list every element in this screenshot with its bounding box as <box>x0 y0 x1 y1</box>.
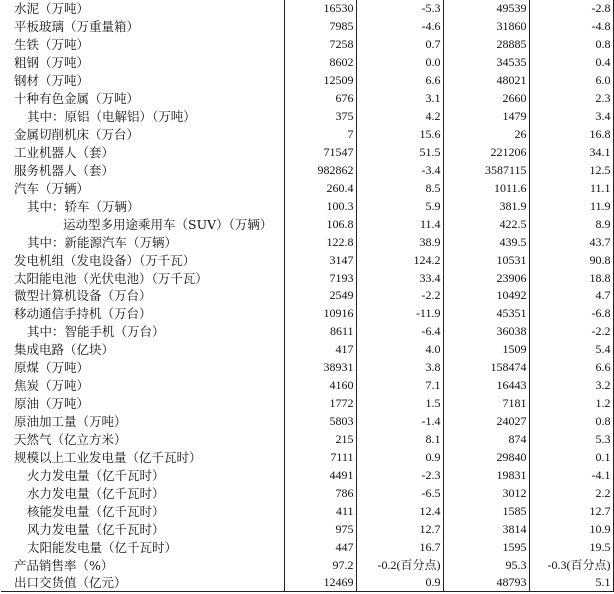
table-row <box>1 36 613 54</box>
cumulative-growth-cell: 3.4 <box>529 108 613 126</box>
table-row <box>1 251 613 269</box>
product-name-cell: 其中：智能手机（万台） <box>27 324 165 340</box>
cumulative-value-cell: 1479 <box>443 108 529 126</box>
current-month-growth-cell: 0.0 <box>356 54 443 72</box>
current-month-growth-cell: 15.6 <box>356 126 443 144</box>
cumulative-value-cell: 7181 <box>443 395 529 413</box>
current-month-growth-cell: 8.5 <box>356 179 443 197</box>
industrial-output-table <box>1 0 614 592</box>
current-month-growth-cell: 4.0 <box>356 341 443 359</box>
cumulative-value-cell: 24027 <box>443 413 529 431</box>
cumulative-growth-cell: 0.4 <box>529 54 613 72</box>
table-row <box>1 179 613 197</box>
product-name-cell: 水泥（万吨） <box>14 1 90 17</box>
table-body <box>1 0 613 592</box>
product-name-cell: 平板玻璃（万重量箱） <box>14 19 140 35</box>
table-row <box>1 18 613 36</box>
cumulative-value-cell: 221206 <box>443 144 529 162</box>
current-month-growth-cell: -2.2 <box>356 287 443 305</box>
cumulative-growth-cell: 34.1 <box>529 144 613 162</box>
current-month-value-cell: 7193 <box>284 269 356 287</box>
cumulative-value-cell: 1509 <box>443 341 529 359</box>
cumulative-value-cell: 28885 <box>443 36 529 54</box>
cumulative-growth-cell: 6.6 <box>529 359 613 377</box>
cumulative-growth-cell: 8.9 <box>529 215 613 233</box>
current-month-value-cell: 10916 <box>284 305 356 323</box>
table-row <box>1 448 613 466</box>
cumulative-value-cell: 1595 <box>443 538 529 556</box>
current-month-value-cell: 260.4 <box>284 179 356 197</box>
table-row <box>1 305 613 323</box>
current-month-growth-cell: 33.4 <box>356 269 443 287</box>
product-name-cell: 其中：轿车（万辆） <box>27 198 140 214</box>
current-month-value-cell: 38931 <box>284 359 356 377</box>
cumulative-value-cell: 16443 <box>443 377 529 395</box>
current-month-value-cell: 7258 <box>284 36 356 54</box>
current-month-value-cell: 97.2 <box>284 556 356 574</box>
product-name-cell: 火力发电量（亿千瓦时） <box>27 467 165 483</box>
cumulative-growth-cell: 3.2 <box>529 377 613 395</box>
cumulative-value-cell: 19831 <box>443 466 529 484</box>
table-row <box>1 72 613 90</box>
cumulative-value-cell: 29840 <box>443 448 529 466</box>
table-row <box>1 126 613 144</box>
table-row <box>1 197 613 215</box>
current-month-growth-cell: 51.5 <box>356 144 443 162</box>
cumulative-value-cell: 34535 <box>443 54 529 72</box>
current-month-growth-cell: 12.7 <box>356 520 443 538</box>
cumulative-value-cell: 3012 <box>443 484 529 502</box>
product-name-cell: 其中：原铝（电解铝）（万吨） <box>27 109 196 125</box>
table-row <box>1 269 613 287</box>
current-month-growth-cell: 38.9 <box>356 233 443 251</box>
product-name-cell: 金属切削机床（万台） <box>14 127 140 143</box>
cumulative-value-cell: 381.9 <box>443 197 529 215</box>
table-row <box>1 431 613 449</box>
table-row <box>1 502 613 520</box>
cumulative-growth-cell: 19.5 <box>529 538 613 556</box>
current-month-value-cell: 982862 <box>284 161 356 179</box>
current-month-value-cell: 5803 <box>284 413 356 431</box>
cumulative-growth-cell: 11.9 <box>529 197 613 215</box>
cumulative-value-cell: 3814 <box>443 520 529 538</box>
table-row <box>1 574 613 592</box>
cumulative-growth-cell: 10.9 <box>529 520 613 538</box>
product-name-cell: 原油加工量（万吨） <box>14 414 127 430</box>
table-row <box>1 287 613 305</box>
cumulative-growth-cell: 0.1 <box>529 448 613 466</box>
table-row <box>1 341 613 359</box>
current-month-growth-cell: -0.2(百分点) <box>356 556 443 574</box>
current-month-value-cell: 447 <box>284 538 356 556</box>
table-row <box>1 54 613 72</box>
cumulative-growth-cell: 1.2 <box>529 395 613 413</box>
current-month-value-cell: 417 <box>284 341 356 359</box>
cumulative-value-cell: 10531 <box>443 251 529 269</box>
table-row <box>1 323 613 341</box>
cumulative-value-cell: 36038 <box>443 323 529 341</box>
product-name-cell: 太阳能发电量（亿千瓦时） <box>27 539 178 555</box>
current-month-value-cell: 215 <box>284 431 356 449</box>
current-month-growth-cell: -1.4 <box>356 413 443 431</box>
table-row <box>1 538 613 556</box>
current-month-growth-cell: 4.2 <box>356 108 443 126</box>
product-name-cell: 粗钢（万吨） <box>14 55 90 71</box>
product-name-cell: 钢材（万吨） <box>14 73 90 89</box>
table-row <box>1 556 613 574</box>
product-name-cell: 核能发电量（亿千瓦时） <box>27 503 165 519</box>
cumulative-growth-cell: 6.0 <box>529 72 613 90</box>
current-month-value-cell: 12509 <box>284 72 356 90</box>
cumulative-value-cell: 26 <box>443 126 529 144</box>
current-month-value-cell: 8611 <box>284 323 356 341</box>
current-month-value-cell: 7 <box>284 126 356 144</box>
current-month-growth-cell: 0.7 <box>356 36 443 54</box>
cumulative-value-cell: 158474 <box>443 359 529 377</box>
cumulative-growth-cell: 4.7 <box>529 287 613 305</box>
product-name-cell: 水力发电量（亿千瓦时） <box>27 485 165 501</box>
product-name-cell: 微型计算机设备（万台） <box>14 288 152 304</box>
cumulative-value-cell: 48793 <box>443 574 529 592</box>
current-month-value-cell: 4491 <box>284 466 356 484</box>
current-month-value-cell: 411 <box>284 502 356 520</box>
product-name-cell: 工业机器人（套） <box>14 144 115 160</box>
cumulative-growth-cell: 11.1 <box>529 179 613 197</box>
current-month-growth-cell: -6.5 <box>356 484 443 502</box>
product-name-cell: 产品销售率（%） <box>14 557 114 573</box>
product-name-cell: 运动型多用途乘用车（SUV）（万辆） <box>63 216 273 232</box>
current-month-growth-cell: -3.4 <box>356 161 443 179</box>
current-month-growth-cell: 11.4 <box>356 215 443 233</box>
product-name-cell: 天然气（亿立方米） <box>14 431 127 447</box>
cumulative-growth-cell: 43.7 <box>529 233 613 251</box>
current-month-value-cell: 71547 <box>284 144 356 162</box>
cumulative-value-cell: 2660 <box>443 90 529 108</box>
cumulative-value-cell: 49539 <box>443 0 529 18</box>
current-month-growth-cell: -2.3 <box>356 466 443 484</box>
cumulative-growth-cell: 2.2 <box>529 484 613 502</box>
cumulative-value-cell: 48021 <box>443 72 529 90</box>
cumulative-growth-cell: 0.8 <box>529 36 613 54</box>
table-row <box>1 413 613 431</box>
cumulative-growth-cell: 0.8 <box>529 413 613 431</box>
current-month-value-cell: 4160 <box>284 377 356 395</box>
current-month-growth-cell: -4.6 <box>356 18 443 36</box>
product-name-cell: 太阳能电池（光伏电池）（万千瓦） <box>14 270 208 286</box>
product-name-cell: 生铁（万吨） <box>14 37 90 53</box>
cumulative-growth-cell: -0.3(百分点) <box>529 556 613 574</box>
current-month-growth-cell: 6.6 <box>356 72 443 90</box>
cumulative-growth-cell: 5.1 <box>529 574 613 592</box>
cumulative-value-cell: 422.5 <box>443 215 529 233</box>
table-row <box>1 0 613 18</box>
product-name-cell: 规模以上工业发电量（亿千瓦时） <box>14 449 202 465</box>
current-month-value-cell: 122.8 <box>284 233 356 251</box>
cumulative-value-cell: 874 <box>443 431 529 449</box>
cumulative-growth-cell: 2.3 <box>529 90 613 108</box>
cumulative-value-cell: 3587115 <box>443 161 529 179</box>
product-name-cell: 焦炭（万吨） <box>14 378 90 394</box>
table-row <box>1 395 613 413</box>
product-name-cell: 十种有色金属（万吨） <box>14 91 140 107</box>
current-month-growth-cell: 1.5 <box>356 395 443 413</box>
cumulative-value-cell: 1585 <box>443 502 529 520</box>
product-name-cell: 风力发电量（亿千瓦时） <box>27 521 165 537</box>
product-name-cell: 集成电路（亿块） <box>14 342 115 358</box>
product-name-cell: 汽车（万辆） <box>14 180 90 196</box>
current-month-growth-cell: 0.9 <box>356 574 443 592</box>
current-month-growth-cell: 0.9 <box>356 448 443 466</box>
current-month-growth-cell: 5.9 <box>356 197 443 215</box>
table-row <box>1 520 613 538</box>
current-month-value-cell: 975 <box>284 520 356 538</box>
current-month-growth-cell: 7.1 <box>356 377 443 395</box>
current-month-value-cell: 106.8 <box>284 215 356 233</box>
table-row <box>1 233 613 251</box>
product-name-cell: 服务机器人（套） <box>14 162 115 178</box>
current-month-growth-cell: 8.1 <box>356 431 443 449</box>
cumulative-value-cell: 31860 <box>443 18 529 36</box>
current-month-value-cell: 2549 <box>284 287 356 305</box>
cumulative-growth-cell: -6.8 <box>529 305 613 323</box>
current-month-growth-cell: -5.3 <box>356 0 443 18</box>
table-row <box>1 90 613 108</box>
current-month-value-cell: 12469 <box>284 574 356 592</box>
current-month-value-cell: 1772 <box>284 395 356 413</box>
product-name-cell: 原煤（万吨） <box>14 360 90 376</box>
product-name-cell: 原油（万吨） <box>14 396 90 412</box>
current-month-value-cell: 16530 <box>284 0 356 18</box>
cumulative-growth-cell: 16.8 <box>529 126 613 144</box>
current-month-growth-cell: 3.1 <box>356 90 443 108</box>
current-month-value-cell: 3147 <box>284 251 356 269</box>
table-row <box>1 108 613 126</box>
cumulative-growth-cell: 90.8 <box>529 251 613 269</box>
current-month-growth-cell: 3.8 <box>356 359 443 377</box>
cumulative-growth-cell: -4.8 <box>529 18 613 36</box>
cumulative-growth-cell: 12.7 <box>529 502 613 520</box>
cumulative-value-cell: 10492 <box>443 287 529 305</box>
cumulative-growth-cell: 5.4 <box>529 341 613 359</box>
table-row <box>1 161 613 179</box>
current-month-value-cell: 7111 <box>284 448 356 466</box>
current-month-value-cell: 8602 <box>284 54 356 72</box>
current-month-growth-cell: -11.9 <box>356 305 443 323</box>
cumulative-value-cell: 45351 <box>443 305 529 323</box>
cumulative-growth-cell: 5.3 <box>529 431 613 449</box>
product-name-cell: 移动通信手持机（万台） <box>14 306 152 322</box>
current-month-growth-cell: 16.7 <box>356 538 443 556</box>
cumulative-growth-cell: 12.5 <box>529 161 613 179</box>
cumulative-growth-cell: -4.1 <box>529 466 613 484</box>
cumulative-growth-cell: 18.8 <box>529 269 613 287</box>
current-month-value-cell: 375 <box>284 108 356 126</box>
current-month-value-cell: 7985 <box>284 18 356 36</box>
current-month-value-cell: 100.3 <box>284 197 356 215</box>
product-name-cell: 发电机组（发电设备）（万千瓦） <box>14 252 196 268</box>
table-row <box>1 144 613 162</box>
cumulative-value-cell: 1011.6 <box>443 179 529 197</box>
current-month-growth-cell: -6.4 <box>356 323 443 341</box>
current-month-value-cell: 786 <box>284 484 356 502</box>
product-name-cell: 出口交货值（亿元） <box>1 574 284 592</box>
current-month-growth-cell: 124.2 <box>356 251 443 269</box>
cumulative-value-cell: 23906 <box>443 269 529 287</box>
cumulative-growth-cell: -2.8 <box>529 0 613 18</box>
cumulative-value-cell: 95.3 <box>443 556 529 574</box>
cumulative-growth-cell: -2.2 <box>529 323 613 341</box>
cumulative-value-cell: 439.5 <box>443 233 529 251</box>
product-name-cell: 其中：新能源汽车（万辆） <box>27 234 178 250</box>
table-row <box>1 377 613 395</box>
table-row <box>1 484 613 502</box>
table-row <box>1 466 613 484</box>
table-row <box>1 359 613 377</box>
current-month-growth-cell: 12.4 <box>356 502 443 520</box>
table-row <box>1 215 613 233</box>
current-month-value-cell: 676 <box>284 90 356 108</box>
